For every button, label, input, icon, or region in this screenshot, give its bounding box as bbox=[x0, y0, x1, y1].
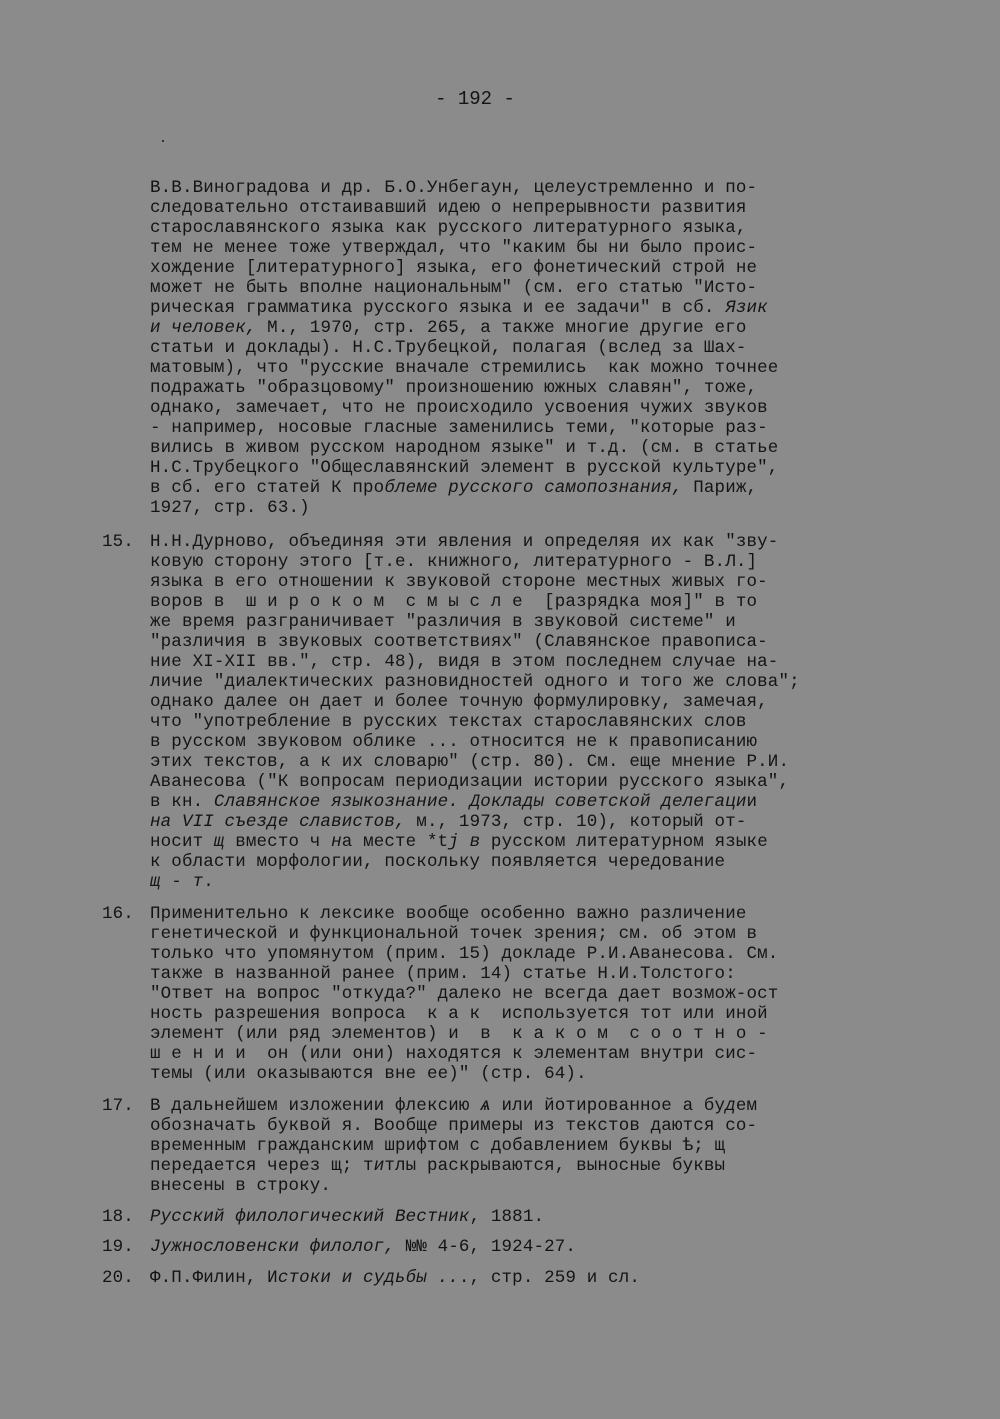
italic-text: Славянское языкознание. Доклады советской делегаци bbox=[213, 792, 747, 812]
note-text-line: обозначать буквой я. Вообще примеры из текстов даются со- bbox=[150, 1116, 758, 1136]
note-text-line: хождение [литературного] языка, его фонетический строй не bbox=[150, 258, 758, 278]
note-text-line: внесены в строку. bbox=[150, 1176, 332, 1196]
italic-text: Русский филологический Вестник bbox=[150, 1207, 470, 1227]
note-text-line: этих текстов, а к их словарю" (стр. 80). См. еще мнение Р.И. bbox=[150, 752, 790, 772]
italic-text: и bbox=[373, 1156, 385, 1176]
italic-text: е bbox=[426, 1116, 438, 1136]
note-text-line: в сб. его статей К проблеме русского самопознания, Париж, bbox=[150, 478, 758, 498]
note-text-line: следовательно отстаивавший идею о непрерывности развития bbox=[150, 198, 747, 218]
italic-text: д bbox=[725, 1096, 736, 1116]
italic-text: щ bbox=[213, 832, 225, 852]
note-text-line: В дальнейшем изложении флексию ѧ или йотированное а будем bbox=[150, 1096, 758, 1116]
note-text-line: щ - т. bbox=[150, 872, 214, 892]
page-number: - 192 - bbox=[435, 88, 515, 110]
note-text-line: ние XI-XII вв.", стр. 48), видя в этом последнем случае на- bbox=[150, 652, 779, 672]
note-text-line: 1927, стр. 63.) bbox=[150, 498, 310, 518]
note-text-line: Ф.П.Филин, Истоки и судьбы ..., стр. 259 и сл. bbox=[150, 1268, 641, 1288]
note-text-line: тем не менее тоже утверждал, что "каким бы ни было проис- bbox=[150, 238, 758, 258]
note-text-line: В.В.Виноградова и др. Б.О.Унбегаун, целеустремленно и по- bbox=[150, 178, 758, 198]
note-text-line: матовым), что "русские вначале стремились как можно точнее bbox=[150, 358, 779, 378]
note-text-line: что "употребление в русских текстах старославянских слов bbox=[150, 712, 747, 732]
note-text-line: языка в его отношении к звуковой стороне местных живых го- bbox=[150, 572, 768, 592]
note-text-line: Применительно к лексике вообще особенно важно различение bbox=[150, 904, 747, 924]
note-text-line: однако, замечает, что не происходило усвоения чужих звуков bbox=[150, 398, 768, 418]
note-number: 15. bbox=[102, 532, 134, 552]
note-text-line: в русском звуковом облике ... относится не к правописанию bbox=[150, 732, 758, 752]
note-text-line: рическая грамматика русского языка и ее задачи" в сб. Язик bbox=[150, 298, 768, 318]
note-text-line: генетической и функциональной точек зрения; см. об этом в bbox=[150, 924, 758, 944]
note-number: 19. bbox=[102, 1237, 134, 1257]
note-text-line: Јужнословенски филолог, №№ 4-6, 1924-27. bbox=[150, 1237, 577, 1257]
italic-text: блеме русского самопознания, bbox=[384, 478, 694, 498]
italic-text: j в bbox=[448, 832, 481, 852]
note-text-line: однако далее он дает и более точную формулировку, замечая, bbox=[150, 692, 768, 712]
note-text-line: же время разграничивает "различия в звуковой системе" и bbox=[150, 612, 736, 632]
note-text-line: - например, носовые гласные заменились теми, "которые раз- bbox=[150, 418, 768, 438]
note-text-line: ковую сторону этого [т.е. книжного, литературного - В.Л.] bbox=[150, 552, 758, 572]
note-text-line: Н.Н.Дурново, объединяя эти явления и определяя их как "зву- bbox=[150, 532, 779, 552]
note-text-line: Н.С.Трубецкого "Общеславянский элемент в русской культуре", bbox=[150, 458, 779, 478]
note-number: 17. bbox=[102, 1096, 134, 1116]
note-text-line: на VII съезде славистов, м., 1973, стр. 10), который от- bbox=[150, 812, 747, 832]
note-text-line: к области морфологии, поскольку появляется чередование bbox=[150, 852, 726, 872]
italic-text: на VII съезде славистов, bbox=[150, 812, 406, 832]
note-text-line: также в названной ранее (прим. 14) статье Н.И.Толстого: bbox=[150, 964, 736, 984]
speck-mark bbox=[162, 140, 164, 142]
note-text-line: "Ответ на вопрос "откуда?" далеко не всегда дает возмож-ост bbox=[150, 984, 779, 1004]
note-text-line: личие "диалектических разновидностей одного и того же слова"; bbox=[150, 672, 800, 692]
italic-text: Язик bbox=[725, 298, 768, 318]
note-text-line: и человек, М., 1970, стр. 265, а также многие другие его bbox=[150, 318, 747, 338]
note-text-line: в кн. Славянское языкознание. Доклады советской делегации bbox=[150, 792, 758, 812]
italic-text: н bbox=[331, 832, 342, 852]
note-number: 18. bbox=[102, 1207, 134, 1227]
note-text-line: "различия в звуковых соответствиях" (Славянское правописа- bbox=[150, 632, 768, 652]
note-text-line: Аванесова ("К вопросам периодизации истории русского языка", bbox=[150, 772, 790, 792]
note-text-line: элемент (или ряд элементов) и в к а к о м с о о т н о - bbox=[150, 1024, 768, 1044]
note-number: 16. bbox=[102, 904, 134, 924]
italic-text: и человек, bbox=[150, 318, 257, 338]
note-text-line: временным гражданским шрифтом с добавлением буквы ѣ; щ bbox=[150, 1136, 726, 1156]
italic-text: Јужнословенски филолог, bbox=[150, 1237, 395, 1257]
note-number: 20. bbox=[102, 1268, 134, 1288]
note-text-line: передается через щ; титлы раскрываются, выносные буквы bbox=[150, 1156, 726, 1176]
note-text-line: Русский филологический Вестник, 1881. bbox=[150, 1207, 545, 1227]
note-text-line: подражать "образцовому" произношению южных славян", тоже, bbox=[150, 378, 758, 398]
italic-text: щ - т bbox=[150, 872, 204, 892]
note-text-line: темы (или оказываются вне ее)" (стр. 64). bbox=[150, 1064, 587, 1084]
note-text-line: носит щ вместо ч на месте *tj в русском литературном языке bbox=[150, 832, 768, 852]
italic-text: ѧ bbox=[480, 1096, 491, 1116]
note-text-line: старославянского языка как русского литературного языка, bbox=[150, 218, 747, 238]
note-text-line: может не быть вполне национальным" (см. его статью "Исто- bbox=[150, 278, 758, 298]
italic-text: стоки и судьбы .. bbox=[277, 1268, 459, 1288]
note-text-line: ность разрешения вопроса к а к используется тот или иной bbox=[150, 1004, 768, 1024]
note-text-line: воров в ш и р о к о м с м ы с л е [разрядка моя]" в то bbox=[150, 592, 758, 612]
note-text-line: ш е н и и он (или они) находятся к элементам внутри сис- bbox=[150, 1044, 758, 1064]
note-text-line: только что упомянутом (прим. 15) докладе Р.И.Аванесова. См. bbox=[150, 944, 779, 964]
note-text-line: статьи и доклады). Н.С.Трубецкой, полагая (вслед за Шах- bbox=[150, 338, 747, 358]
note-text-line: вились в живом русском народном языке" и т.д. (см. в статье bbox=[150, 438, 779, 458]
